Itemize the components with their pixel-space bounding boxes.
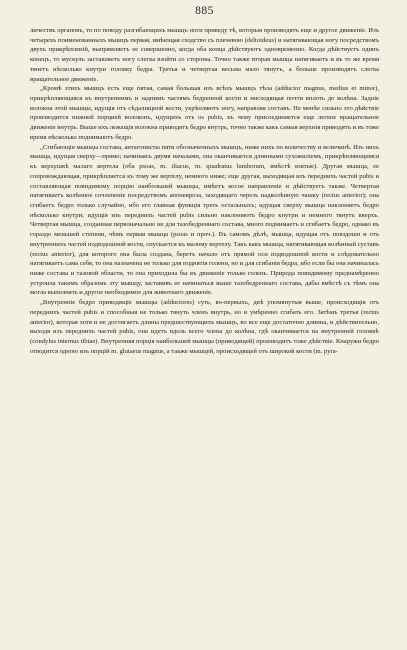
page-number: 885	[195, 5, 214, 17]
body-text	[30, 26, 379, 356]
paragraph-2: „Кромѣ этихъ мышцъ есть еще пятая, самая большая изъ всѣхъ мышцъ тѣла (adductor magnus, medius et minor), прикрѣпляющаяся къ внутреннимъ и заднимъ частямъ бедренной кости и нисходящая почти вплоть до колѣна. Задніе волокна этой мышцы, идущія отъ сѣдалищной кости, укрѣпляютъ ногу, направляя составъ. Не менѣе сильно это дѣйствіе производится нижней порцией волоконъ, идущихъ отъ os pubis, къ чему присоединяется еще легкое вращательное движеніе внутрь. Выше ихъ лежащія волокна приводятъ бедро внутрь, точно также какъ самыя верхнія приводятъ и въ тоже время нѣсколько поднимаютъ бедро.	[30, 85, 379, 141]
paragraph-4: „Внутренніе бедро приводящіе мышцы (adductores) суть, во-первыхъ, двѣ упомянутыя выше, происходящія отъ переднихъ частей pubis и способныя не только тянуть членъ внутрь, но и умѣренно сгибать его. Затѣмъ третья (rectus anterior), которая хотя и не достигаетъ длины предшествующихъ мышцъ, во все еще достаточно длинна, и дѣйствительно, выходя изъ переднихъ частей pubis, она идетъ вдоль всего члена до колѣна, гдѣ оканчивается на внутренней головкѣ (condylus internus tibiae). Внутренняя порція наибольшей мышцы (приводящей) производитъ тоже дѣйствіе. Кнаружи бедро отводится одною изъ порцій m. glutaeus magnus, а также мышцей, происходящей отъ широкой кости (m. pyra-	[30, 299, 379, 355]
paragraph-1: личествъ органовъ, то по поводу разгибающихъ мышцъ ноги приведу тѣ, которыя производятъ еще и другое движеніе. Изъ четырехъ поименованныхъ мышцъ первая, имѣющая сходство съ плечевою (deltoideus) и натягивающая ногу посредствомъ двухъ прикрѣпленій, выпрямляетъ ее совершенно, когда оба конца дѣйствуютъ одновременно. Когда дѣйствуетъ одинъ конецъ, то мускулъ заставляетъ ногу слегка взойти со стороны. Точно также вторая мышца натягиваетъ и въ то же время тянетъ нѣсколько кнутри головку бедра. Третья и четвертая весьма мало тянутъ, а больше производятъ слегка вращательное движеніе.	[30, 27, 379, 83]
paragraph-3: „Сгибающія мышцы состава, антагонисты пяти обозначенныхъ мышцъ, ниже нихъ по количеству и величинѣ. Изъ нихъ мышца, идущая сверху—прямо; начинаясь двумя началами, она оканчивается длинными сухожиліемъ, прикрѣпляющимся къ верхушкѣ малаго вертела (оба psoas, m. iliacus, m. quadratus lumborum, вмѣстѣ взятые). Другая мышца, ее сопровождающая, прикрѣпляется къ тому же вертелу, немного ниже; еще другая, выходящая изъ переднихъ частей pubis и составляющая повидимому порцію наибольшей мышцы, имѣетъ косое направленіе и дѣйствуетъ также. Четвертая натягиваетъ колѣнное сочлененіе посредствомъ апоневроза, заходящаго черезъ надколѣнную чашку (rectus anterior); она сгибаетъ бедро только случайно, ибо его главная функція треть остальныхъ; идущая сверху мышца наклоняетъ бедро нѣсколько кнутри; идущія изъ переднихъ частей pubis сильно наклоняютъ бедро кнутри и немного тянутъ вверхъ. Четвертая мышца, созданная первоначально не для тазобедреннаго состава, много поднимаетъ и сгибаетъ бедро, однако въ гораздо меньшей степени, чѣмъ первая мышца (psoas и проч.). Въ самомъ дѣлѣ, мышца, идущая отъ повздошн и отъ внутреннихъ частей подвздошной кости, спускается къ малому вертелу. Такъ какъ мышца, натягивающая колѣнный суставъ (rectus anterior), для которого она была создана, беретъ начало отъ прямой оси подвздошной кости и слѣдовательно натягиваетъ сама себя, то она назначена не только для поднятія голени, но и для сгибанія бедра, ибо если бы она начиналась ниже состава и тазовой области, то она приходила бы въ движеніе только голень. Природа повидимому преднамѣренно устроила такимъ образомъ эту мышцу, заставивъ ее начинаться выше тазобедреннаго состава, дабы вмѣстѣ съ тѣмъ она могла выполнять и другое необходимое для животнаго движеніе.	[30, 143, 379, 297]
